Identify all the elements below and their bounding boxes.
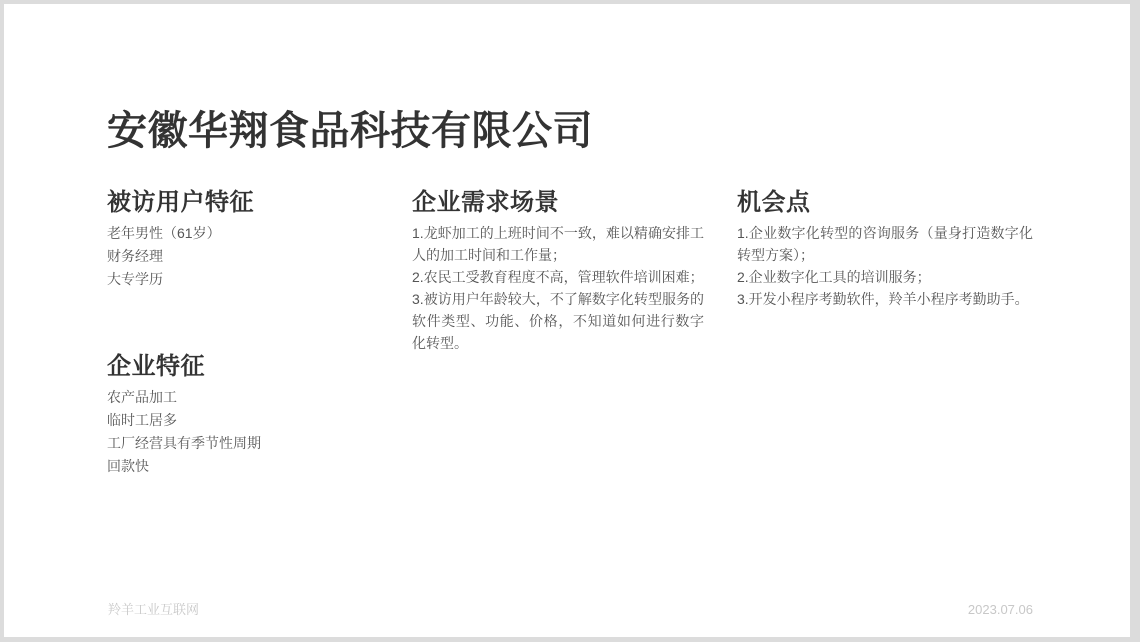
company-profile-heading: 企业特征 [107, 353, 205, 380]
section-demand-scenarios [412, 187, 704, 354]
opportunity-item: 2.企业数字化工具的培训服务； [737, 269, 931, 285]
footer-date: 2023.07.06 [967, 602, 1033, 617]
opportunity-item: 1.企业数字化转型的咨询服务（量身打造数字化转型方案）； [737, 225, 1033, 263]
company-title: 安徽华翔食品科技有限公司 [107, 109, 593, 153]
list-item: 大专学历 [107, 271, 163, 287]
section-opportunities [737, 187, 1033, 310]
section-company-profile [107, 351, 407, 478]
user-profile-list [107, 222, 407, 291]
list-item: 临时工居多 [107, 412, 177, 428]
list-item: 财务经理 [107, 248, 163, 264]
company-profile-list [107, 386, 407, 478]
demand-scenario-item: 2.农民工受教育程度不高，管理软件培训困难； [412, 269, 704, 285]
opportunities-heading: 机会点 [737, 189, 811, 216]
list-item: 老年男性（61岁） [107, 225, 221, 241]
user-profile-heading: 被访用户特征 [107, 189, 254, 216]
demand-scenarios-heading: 企业需求场景 [412, 189, 559, 216]
footer-brand: 羚羊工业互联网 [108, 602, 200, 617]
slide-card [4, 4, 1130, 637]
section-user-profile [107, 187, 407, 291]
opportunity-item: 3.开发小程序考勤软件，羚羊小程序考勤助手。 [737, 291, 1029, 307]
list-item: 回款快 [107, 458, 149, 474]
list-item: 工厂经营具有季节性周期 [107, 435, 261, 451]
demand-scenario-item: 1.龙虾加工的上班时间不一致，难以精确安排工人的加工时间和工作量； [412, 225, 704, 263]
list-item: 农产品加工 [107, 389, 177, 405]
demand-scenario-item: 3.被访用户年龄较大，不了解数字化转型服务的软件类型、功能、价格，不知道如何进行数字化转型。 [412, 291, 704, 351]
